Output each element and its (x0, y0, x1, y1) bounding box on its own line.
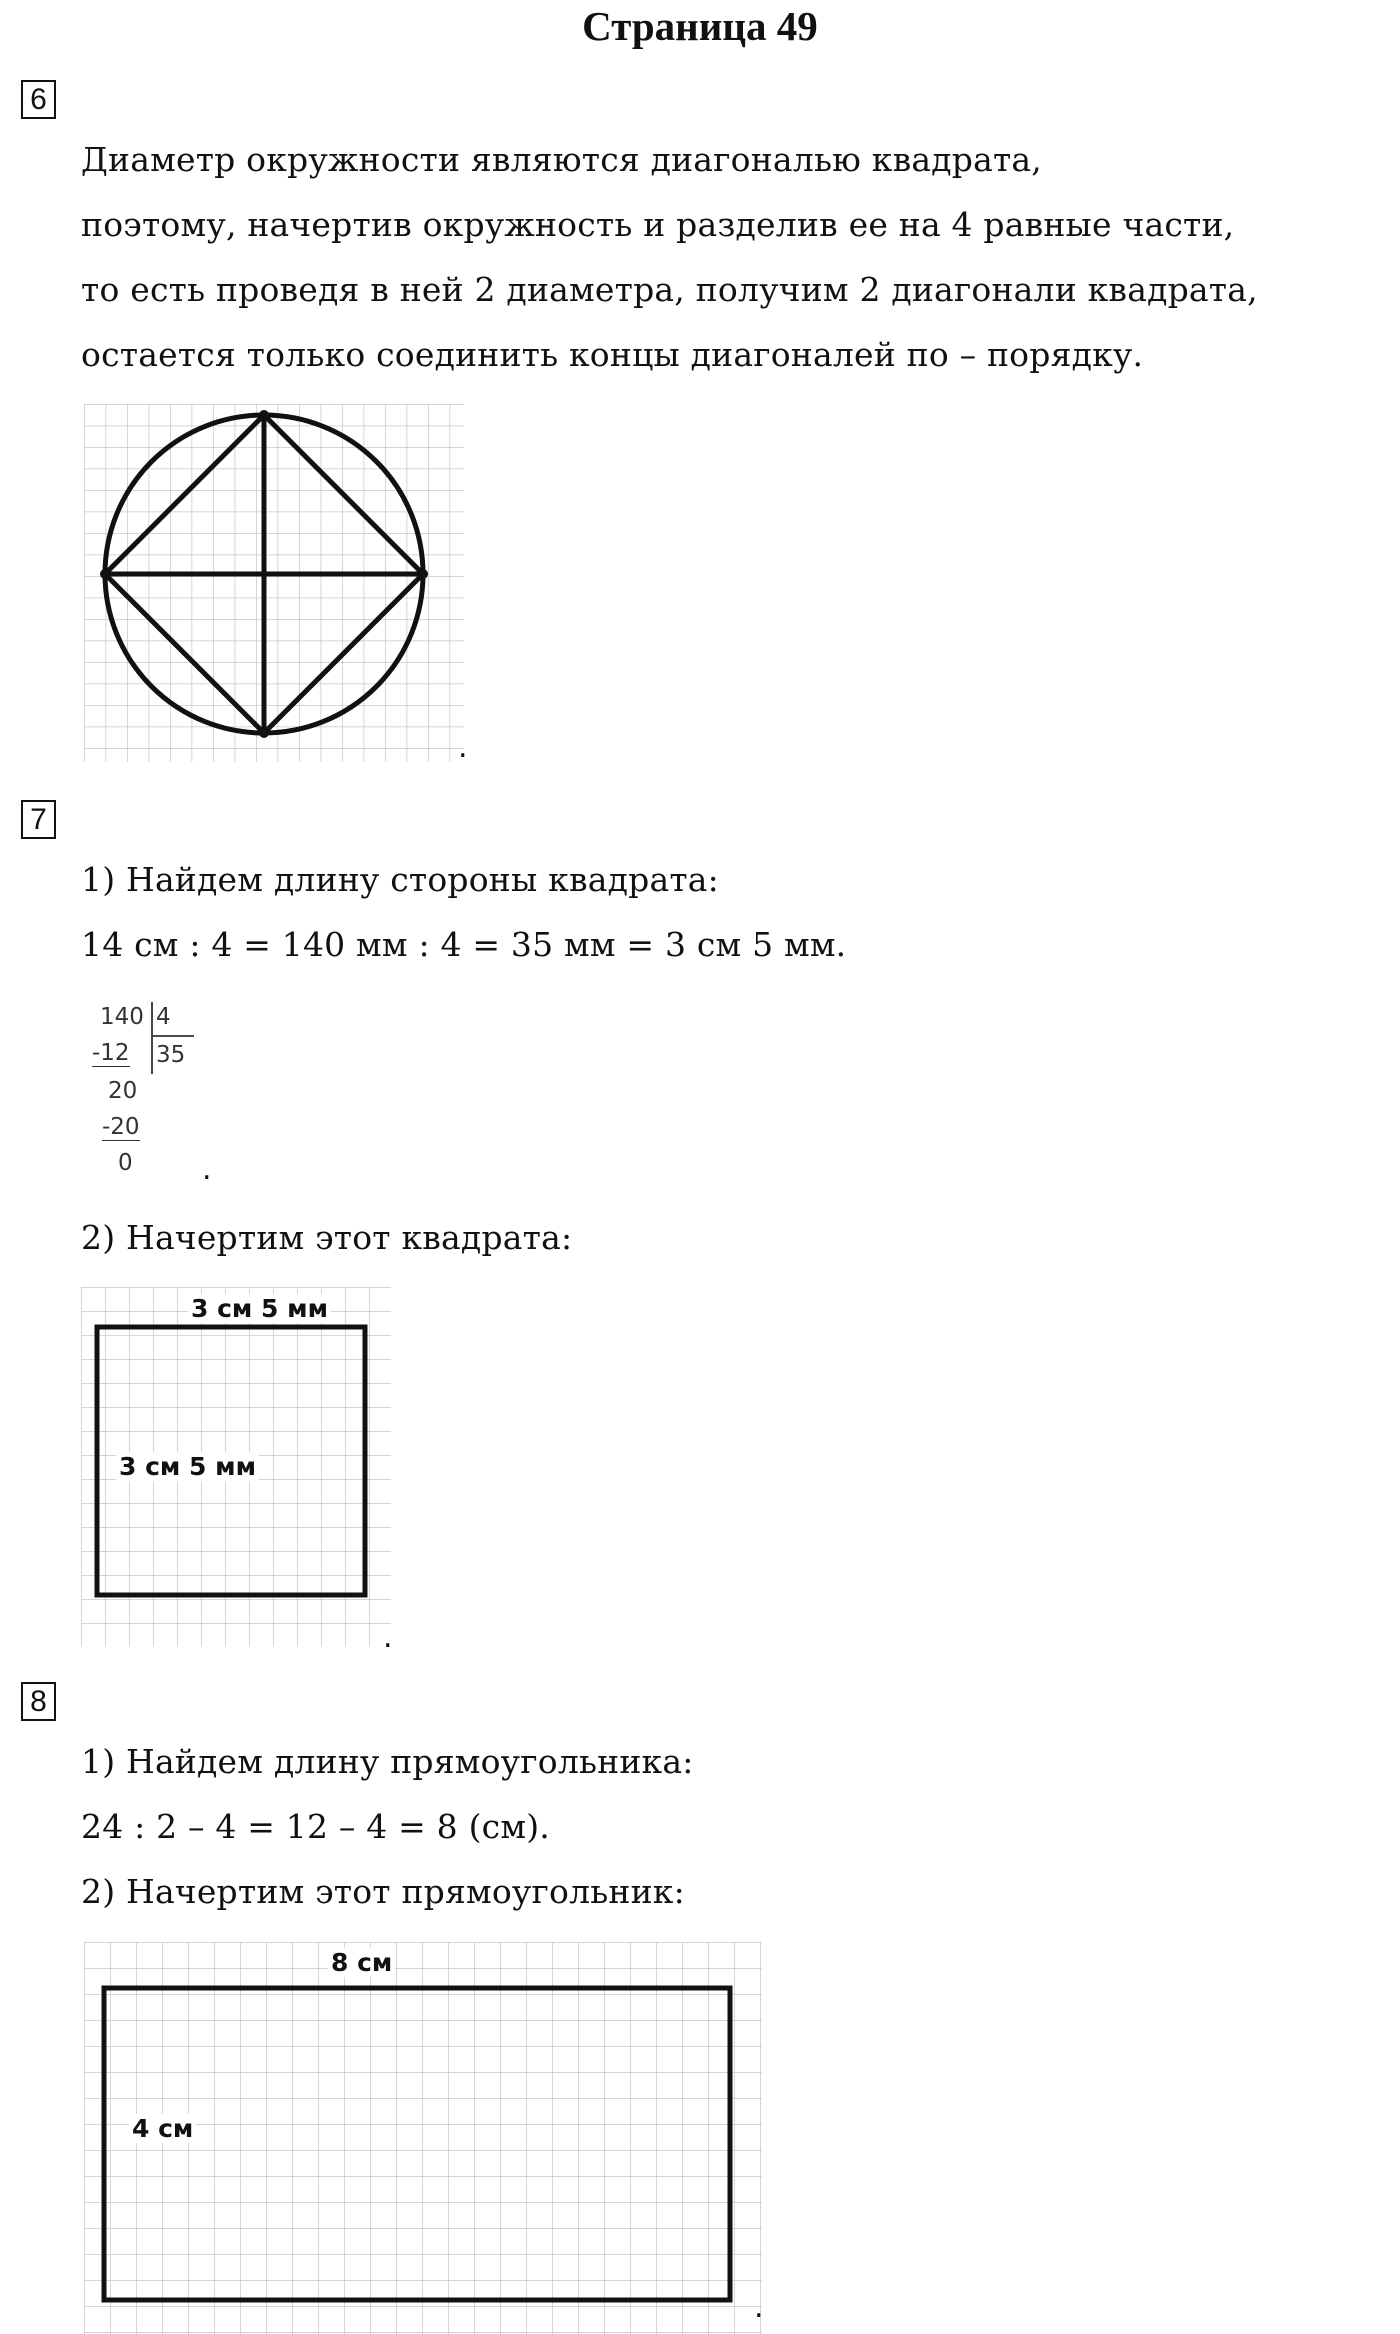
task-8-line-3: 2) Начертим этот прямоугольник: (81, 1872, 685, 1911)
task-7-number: 7 (21, 800, 56, 839)
task-8-number: 8 (21, 1682, 56, 1721)
task-6-circle-square-figure (84, 404, 464, 762)
dividend: 140 (100, 1004, 144, 1030)
long-division (88, 1000, 208, 1185)
square-left-label: 3 см 5 мм (116, 1452, 259, 1481)
square-top-label: 3 см 5 мм (188, 1294, 331, 1323)
vertex-right (418, 569, 428, 579)
task-6-line-3: то есть проведя в ней 2 диаметра, получим 2 диагонали квадрата, (81, 270, 1258, 309)
divisor: 4 (156, 1004, 171, 1030)
page-title: Страница 49 (582, 3, 818, 49)
task-7-line-1: 1) Найдем длину стороны квадрата: (81, 860, 719, 899)
task-8-line-2: 24 : 2 – 4 = 12 – 4 = 8 (см). (81, 1807, 550, 1846)
quotient: 35 (156, 1042, 186, 1068)
task-7-end-dot: . (383, 1620, 393, 1655)
task-6-line-4: остается только соединить концы диагоналей по – порядку. (81, 335, 1144, 374)
division-end-dot: . (202, 1152, 212, 1187)
subtract-1: -12 (92, 1040, 130, 1066)
task-6-number: 6 (21, 80, 56, 119)
task-8-end-dot: . (754, 2290, 764, 2325)
task-7-line-2: 14 см : 4 = 140 мм : 4 = 35 мм = 3 см 5 мм. (81, 925, 847, 964)
task-8-line-1: 1) Найдем длину прямоугольника: (81, 1742, 694, 1781)
vertex-top (259, 410, 269, 420)
task-6-line-1: Диаметр окружности являются диагональю квадрата, (81, 140, 1042, 179)
division-bracket (88, 1000, 208, 1080)
task-6-end-dot: . (458, 730, 468, 765)
rectangle-left-label: 4 см (129, 2114, 196, 2143)
rectangle-top-label: 8 см (328, 1948, 395, 1977)
subtract-2: -20 (102, 1114, 140, 1140)
remainder-2: 0 (118, 1150, 133, 1176)
task-7-line-3: 2) Начертим этот квадрата: (81, 1218, 573, 1257)
remainder-1: 20 (108, 1078, 138, 1104)
grid-background (84, 404, 464, 762)
vertex-bottom (259, 728, 269, 738)
task-6-line-2: поэтому, начертив окружность и разделив ее на 4 равные части, (81, 205, 1235, 244)
vertex-left (100, 569, 110, 579)
